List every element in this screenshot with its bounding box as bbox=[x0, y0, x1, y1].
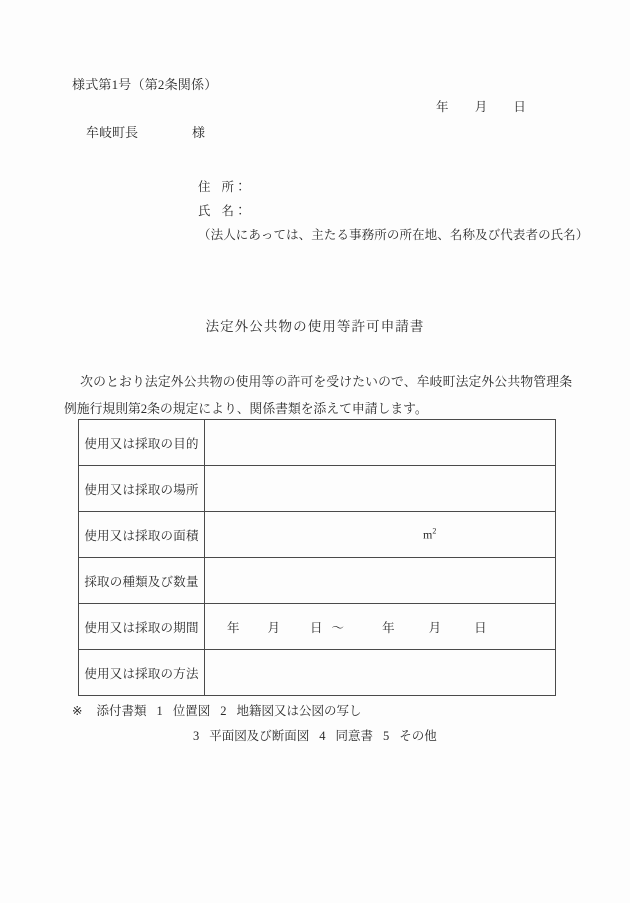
attachment-number-2: 2 bbox=[220, 704, 227, 718]
row-value-kind-quantity[interactable] bbox=[205, 558, 556, 604]
attachment-item-3: 平面図及び断面図 bbox=[209, 729, 310, 743]
attachment-item-4: 同意書 bbox=[335, 729, 374, 743]
page-title: 法定外公共物の使用等許可申請書 bbox=[205, 319, 425, 334]
application-table bbox=[78, 419, 556, 696]
row-label-purpose: 使用又は採取の目的 bbox=[79, 420, 205, 466]
applicant-address-row bbox=[198, 175, 588, 199]
row-label-area: 使用又は採取の面積 bbox=[79, 512, 205, 558]
table-row bbox=[79, 466, 556, 512]
row-value-area[interactable] bbox=[205, 512, 556, 558]
table-row bbox=[79, 650, 556, 696]
reference-mark-icon: ※ bbox=[72, 704, 83, 718]
period-from-day: 日 bbox=[310, 620, 323, 635]
applicant-name-label-suffix: 名： bbox=[221, 204, 247, 218]
period-from-year: 年 bbox=[227, 620, 240, 635]
addressee-recipient: 牟岐町長 bbox=[86, 125, 139, 140]
applicant-name-row bbox=[198, 199, 588, 223]
area-unit bbox=[423, 527, 436, 542]
attachment-number-4: 4 bbox=[319, 729, 326, 743]
area-unit-exponent: 2 bbox=[432, 526, 437, 535]
attachment-number-3: 3 bbox=[193, 729, 200, 743]
applicant-address-label-suffix: 所： bbox=[221, 180, 247, 194]
addressee-line bbox=[86, 126, 205, 139]
applicant-corporate-note: （法人にあっては、主たる事務所の所在地、名称及び代表者の氏名） bbox=[198, 228, 589, 242]
date-month-label: 月 bbox=[474, 100, 488, 114]
row-label-location: 使用又は採取の場所 bbox=[79, 466, 205, 512]
attachment-number-5: 5 bbox=[383, 729, 390, 743]
applicant-name-label: 氏 bbox=[198, 204, 211, 218]
attachment-notes-line-1 bbox=[72, 699, 437, 724]
period-range bbox=[227, 618, 545, 636]
applicant-address-label: 住 bbox=[198, 180, 211, 194]
area-unit-base: m bbox=[423, 527, 433, 541]
table-row bbox=[79, 558, 556, 604]
attachment-item-1: 位置図 bbox=[172, 704, 211, 718]
period-from-month: 月 bbox=[267, 620, 281, 635]
date-day-label: 日 bbox=[513, 100, 527, 114]
period-to-year: 年 bbox=[382, 620, 395, 635]
row-label-kind-quantity: 採取の種類及び数量 bbox=[79, 558, 205, 604]
attachment-notes-line-2 bbox=[72, 724, 437, 749]
row-value-method[interactable] bbox=[205, 650, 556, 696]
period-to-month: 月 bbox=[428, 620, 442, 635]
body-paragraph-text: 次のとおり法定外公共物の使用等の許可を受けたいので、牟岐町法定外公共物管理条例施行規則第2条の規定により、関係書類を添えて申請します。 bbox=[64, 375, 572, 416]
date-line bbox=[436, 101, 526, 114]
attachment-number-1: 1 bbox=[156, 704, 163, 718]
attachment-item-2: 地籍図又は公図の写し bbox=[236, 704, 362, 718]
applicant-block bbox=[198, 175, 588, 247]
row-value-period[interactable] bbox=[205, 604, 556, 650]
table-row bbox=[79, 604, 556, 650]
table-row bbox=[79, 420, 556, 466]
row-label-period: 使用又は採取の期間 bbox=[79, 604, 205, 650]
date-year-label: 年 bbox=[436, 100, 449, 114]
body-paragraph bbox=[64, 369, 572, 423]
attachment-item-5: その他 bbox=[399, 729, 437, 743]
form-number: 様式第1号（第2条関係） bbox=[72, 77, 218, 92]
attachment-notes bbox=[72, 699, 437, 749]
period-separator: ～ bbox=[331, 620, 345, 635]
row-label-method: 使用又は採取の方法 bbox=[79, 650, 205, 696]
period-to-day: 日 bbox=[474, 620, 487, 635]
row-value-location[interactable] bbox=[205, 466, 556, 512]
row-value-purpose[interactable] bbox=[205, 420, 556, 466]
table-row bbox=[79, 512, 556, 558]
addressee-honorific: 様 bbox=[192, 125, 206, 140]
attachment-heading: 添付書類 bbox=[96, 704, 147, 718]
